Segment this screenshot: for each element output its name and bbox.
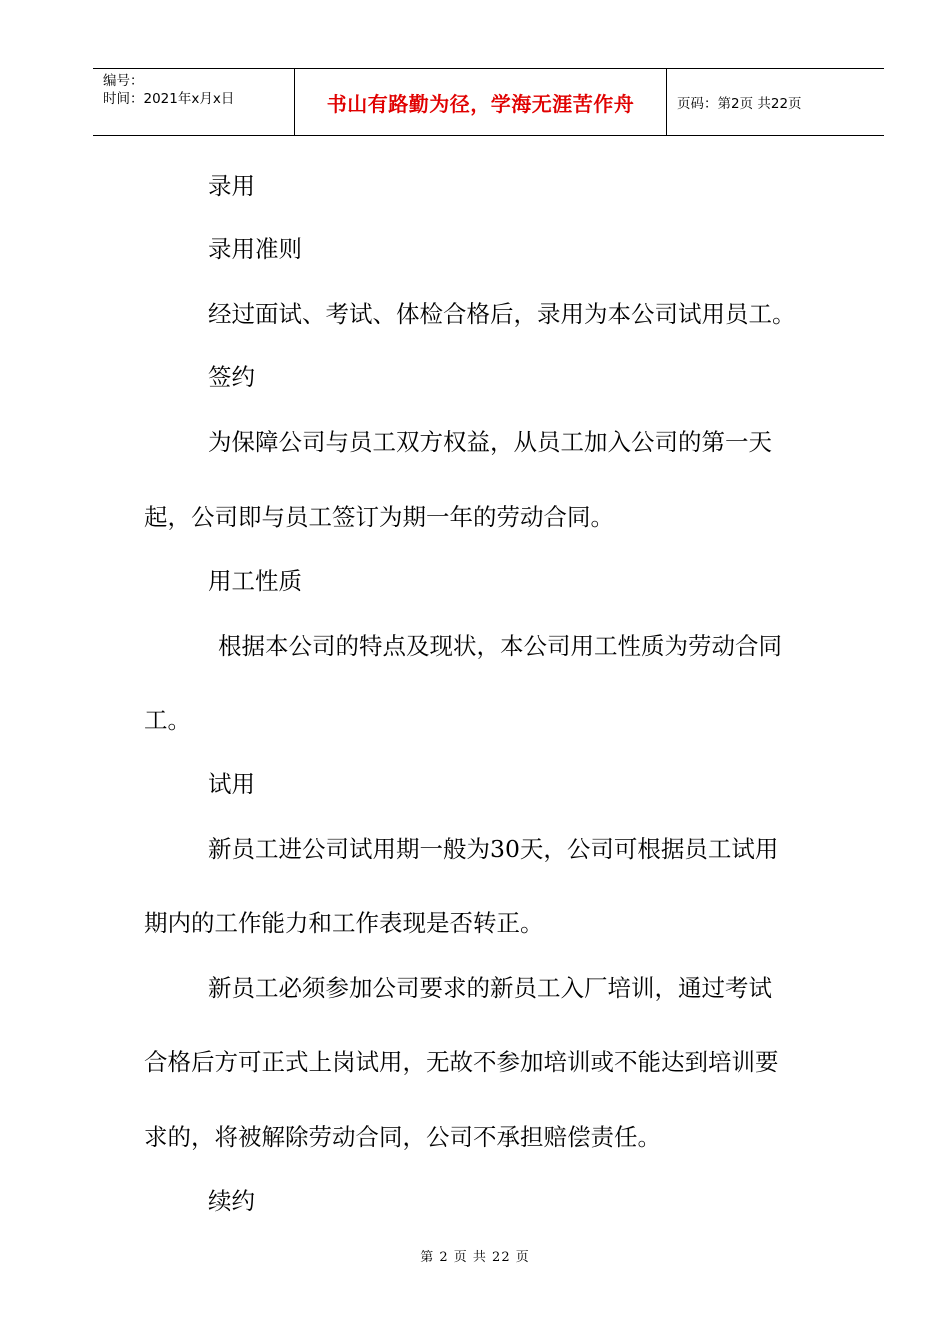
heading-xuyue: 续约 bbox=[208, 1187, 255, 1215]
heading-yonggong: 用工性质 bbox=[208, 567, 302, 595]
heading-qianyue: 签约 bbox=[208, 363, 255, 391]
document-header bbox=[93, 68, 884, 136]
header-motto: 书山有路勤为径，学海无涯苦作舟 bbox=[295, 69, 667, 135]
paragraph-zhunze: 经过面试、考试、体检合格后，录用为本公司试用员工。 bbox=[208, 300, 796, 328]
page-footer: 第 2 页 共 22 页 bbox=[420, 1250, 530, 1265]
paragraph-qianyue-line2: 起，公司即与员工签订为期一年的劳动合同。 bbox=[144, 503, 614, 531]
header-page-info: 页码：第2页 共22页 bbox=[677, 96, 802, 112]
heading-shiyong: 试用 bbox=[208, 770, 255, 798]
paragraph-yonggong-line1: 根据本公司的特点及现状，本公司用工性质为劳动合同 bbox=[218, 632, 782, 660]
paragraph-peixun-line3: 求的，将被解除劳动合同，公司不承担赔偿责任。 bbox=[144, 1123, 661, 1151]
heading-luyong-zhunze: 录用准则 bbox=[208, 235, 302, 263]
paragraph-peixun-line2: 合格后方可正式上岗试用，无故不参加培训或不能达到培训要 bbox=[144, 1048, 779, 1076]
paragraph-peixun-line1: 新员工必须参加公司要求的新员工入厂培训，通过考试 bbox=[208, 974, 772, 1002]
header-meta bbox=[93, 69, 295, 135]
time-label: 时间：2021年x月x日 bbox=[103, 91, 235, 107]
heading-luyong: 录用 bbox=[208, 172, 255, 200]
paragraph-shiyong-line2: 期内的工作能力和工作表现是否转正。 bbox=[144, 909, 544, 937]
paragraph-qianyue-line1: 为保障公司与员工双方权益，从员工加入公司的第一天 bbox=[208, 428, 772, 456]
serial-label: 编号： bbox=[103, 73, 144, 89]
paragraph-yonggong-line2: 工。 bbox=[144, 706, 191, 734]
paragraph-shiyong-line1: 新员工进公司试用期一般为30天，公司可根据员工试用 bbox=[208, 835, 779, 863]
